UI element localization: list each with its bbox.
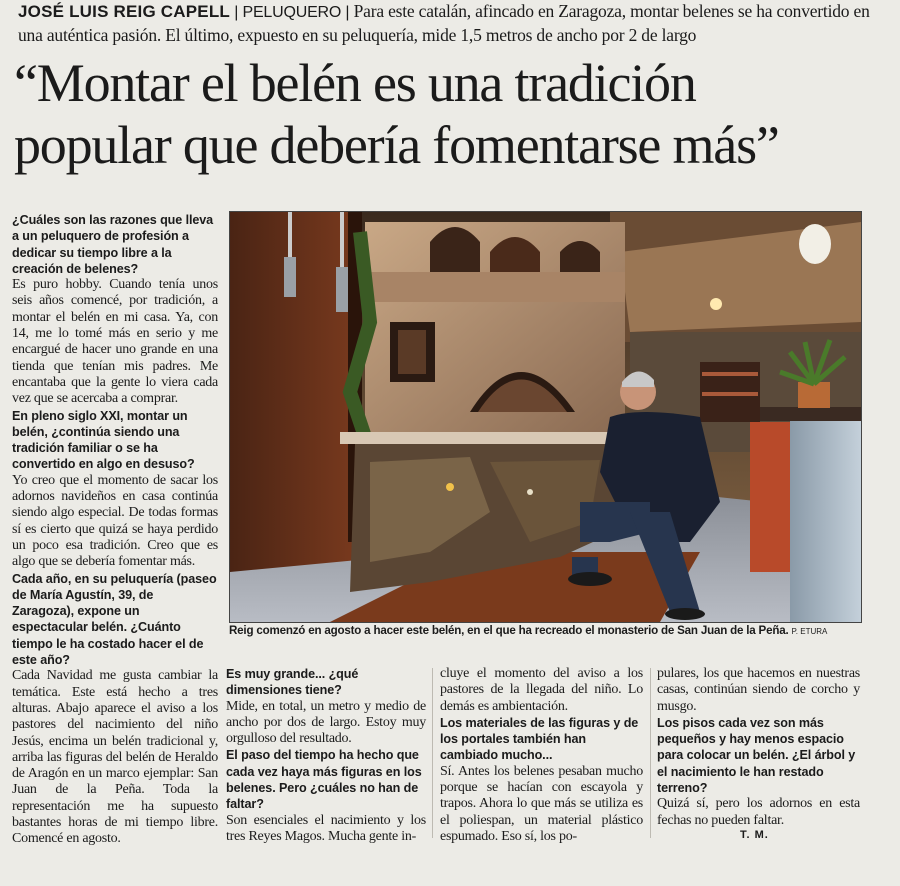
answer: Mide, en total, un metro y medio de ancho por dos de largo. Estoy muy orgulloso del resultado.: [226, 698, 426, 747]
question: Es muy grande... ¿qué dimensiones tiene?: [226, 667, 359, 698]
answer: pulares, los que hacemos en nuestras casas, continúan siendo de corcho y musgo.: [657, 666, 860, 714]
column-divider: [650, 668, 651, 838]
photo-credit: P. ETURA: [791, 627, 828, 636]
answer: Cada Navidad me gusta cambiar la temática. Este está hecho a tres alturas. Abajo aparece el aviso a los pastores del nacimiento del niño Jesús, encima un belén tradicional y, arriba las figuras del belén de Heraldo de Aragón en un marco ejemplar: San Juan de la Peña. Toda la representación me ha supuesto bastantes horas de mi tiempo libre. Comencé en agosto.: [12, 668, 218, 847]
headline-line-2: popular que debería fomentarse más”: [14, 115, 779, 175]
interviewee-role: PELUQUERO: [242, 4, 342, 21]
article-intro: [18, 0, 878, 47]
column-divider: [432, 668, 433, 838]
answer: Quizá sí, pero los adornos en esta fechas no pueden faltar.: [657, 796, 860, 828]
question: El paso del tiempo ha hecho que cada vez haya más figuras en los belenes. Pero ¿cuáles no han de faltar?: [226, 748, 422, 812]
interviewee-name: JOSÉ LUIS REIG CAPELL: [18, 2, 231, 21]
belen-photo-illustration: [230, 212, 861, 622]
separator: |: [230, 4, 243, 21]
question: Cada año, en su peluquería (paseo de María Agustín, 39, de Zaragoza), expone un espectacular belén. ¿Cuánto tiempo le ha costado hacer el de este año?: [12, 571, 217, 668]
column-1: [12, 212, 218, 848]
question: En pleno siglo XXI, montar un belén, ¿continúa siendo una tradición familiar o se ha convertido en algo en desuso?: [12, 408, 195, 472]
separator: |: [341, 4, 354, 21]
answer: Es puro hobby. Cuando tenía unos seis años comencé, por tradición, a montar el belén en mi casa. Ya, con 14, me lo tomé más en serio y me encargué de hacer uno grande en una tienda que tenían mis padres. Me encantaba que la gente lo viera cada vez que se acercaba a comprar.: [12, 277, 218, 407]
answer: Sí. Antes los belenes pesaban mucho porque se hacían con escayola y trapos. Ahora lo que más se utiliza es el poliespan, un material plástico espumado. Eso sí, los po-: [440, 763, 643, 844]
caption-text: Reig comenzó en agosto a hacer este belén, en el que ha recreado el monasterio de San Juan de la Peña.: [229, 624, 789, 637]
question: Los materiales de las figuras y de los portales también han cambiado mucho...: [440, 715, 639, 763]
intro-text: Para este catalán, afincado en Zaragoza, montar belenes se ha convertido en una auténtica pasión. El último, expuesto en su peluquería, mide 1,5 metros de ancho por 2 de largo: [18, 1, 870, 45]
answer: Son esenciales el nacimiento y los tres Reyes Magos. Mucha gente in-: [226, 812, 426, 844]
photo-caption: [229, 624, 860, 637]
column-4: [657, 666, 860, 829]
column-3: [440, 666, 643, 845]
question: ¿Cuáles son las razones que lleva a un peluquero de profesión a dedicar su tiempo libre a la creación de belenes?: [12, 213, 214, 276]
headline: [14, 52, 894, 176]
question: Los pisos cada vez son más pequeños y hay menos espacio para colocar un belén. ¿El árbol y el nacimiento le han restado terreno?: [657, 715, 856, 796]
headline-line-1: “Montar el belén es una tradición: [14, 53, 696, 113]
author-signature: T. M.: [740, 829, 769, 841]
answer: cluye el momento del aviso a los pastores de la llegada del niño. Lo demás es ambientación.: [440, 666, 643, 714]
photo-belen: [229, 211, 862, 623]
column-2: [226, 666, 426, 845]
answer: Yo creo que el momento de sacar los adornos navideños en casa continúa siendo algo especial. De todas formas sí es cierto que quizá se haya perdido un poco esa tradición. Creo que es algo que se debería fomentar más.: [12, 472, 218, 570]
